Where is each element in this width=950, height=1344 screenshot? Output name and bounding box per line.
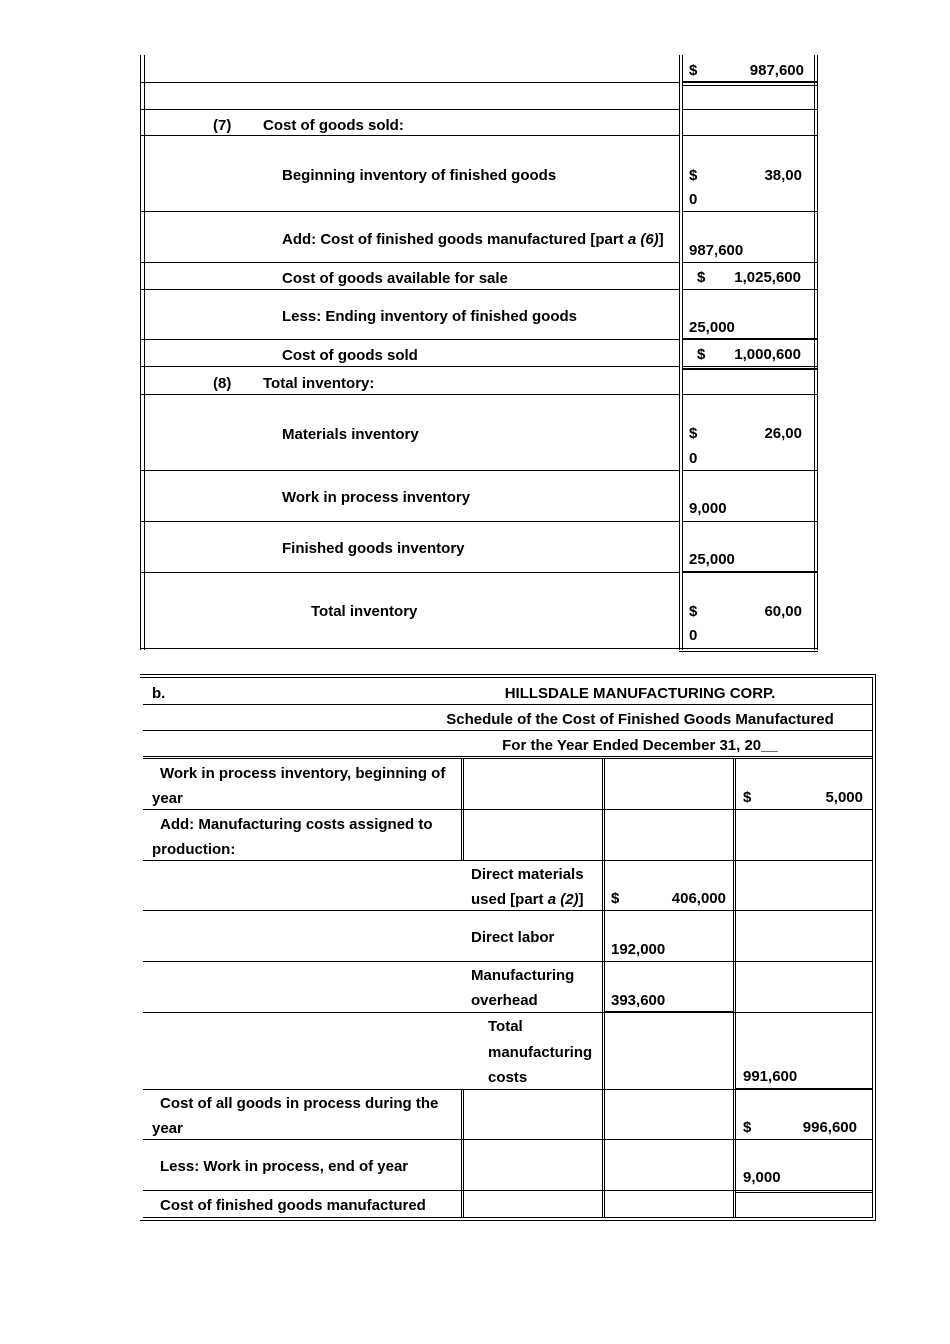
total-inventory-dollar: $ bbox=[689, 603, 698, 620]
total-mfg-label: Total bbox=[488, 1018, 523, 1035]
wip-inventory-label: Work in process inventory bbox=[282, 489, 471, 506]
finished-mfg-label: Cost of finished goods manufactured bbox=[160, 1197, 426, 1214]
materials-inventory-label: Materials inventory bbox=[282, 426, 419, 443]
finished-inventory-amount: 25,000 bbox=[689, 551, 735, 568]
beginning-inventory-amount-wrap: 0 bbox=[689, 191, 698, 208]
goods-available-dollar: $ bbox=[697, 269, 706, 286]
schedule-title: Schedule of the Cost of Finished Goods Manufactured bbox=[446, 711, 834, 728]
beginning-inventory-dollar: $ bbox=[689, 167, 698, 184]
direct-materials-dollar: $ bbox=[611, 890, 620, 907]
materials-inventory-amount: 26,00 bbox=[764, 425, 802, 442]
cogs-title: Cost of goods sold: bbox=[263, 117, 404, 134]
company-name: HILLSDALE MANUFACTURING CORP. bbox=[504, 685, 776, 702]
total-mfg-label-line-3: costs bbox=[488, 1069, 528, 1086]
direct-labor-amount: 192,000 bbox=[611, 941, 666, 958]
all-goods-label-wrap: year bbox=[152, 1120, 183, 1137]
wip-end-amount: 9,000 bbox=[743, 1169, 781, 1186]
cogs-total-label: Cost of goods sold bbox=[282, 347, 418, 364]
cogs-total-amount: 1,000,600 bbox=[734, 346, 801, 363]
part-b-label: b. bbox=[152, 685, 166, 702]
beginning-inventory-amount: 38,00 bbox=[764, 167, 802, 184]
ending-inventory-amount: 25,000 bbox=[689, 319, 735, 336]
total-inventory-amount-wrap: 0 bbox=[689, 627, 698, 644]
wip-begin-amount: 5,000 bbox=[825, 789, 863, 806]
cogs-number: (7) bbox=[213, 117, 232, 134]
materials-inventory-amount-wrap: 0 bbox=[689, 450, 698, 467]
wip-begin-label: Work in process inventory, beginning of bbox=[160, 765, 446, 782]
materials-inventory-dollar: $ bbox=[689, 425, 698, 442]
add-costs-label-wrap: production: bbox=[152, 841, 236, 858]
beginning-inventory-label: Beginning inventory of finished goods bbox=[282, 167, 557, 184]
finished-inventory-label: Finished goods inventory bbox=[282, 540, 465, 557]
direct-materials-amount: 406,000 bbox=[671, 890, 726, 907]
total-inventory-amount: 60,00 bbox=[764, 603, 802, 620]
add-manufactured-label: Add: Cost of finished goods manufactured [part a (6)] bbox=[282, 231, 664, 248]
all-goods-label: Cost of all goods in process during the bbox=[160, 1095, 439, 1112]
all-goods-amount: 996,600 bbox=[802, 1119, 857, 1136]
goods-available-amount: 1,025,600 bbox=[734, 269, 801, 286]
cogs-total-dollar: $ bbox=[697, 346, 706, 363]
add-costs-label: Add: Manufacturing costs assigned to bbox=[160, 816, 433, 833]
total-mfg-label-line-2: manufacturing bbox=[488, 1044, 593, 1061]
top-amount: 987,600 bbox=[749, 62, 804, 79]
ending-inventory-label: Less: Ending inventory of finished goods bbox=[282, 308, 578, 325]
direct-labor-label: Direct labor bbox=[471, 929, 555, 946]
top-dollar-sign: $ bbox=[689, 62, 698, 79]
schedule-period: For the Year Ended December 31, 20__ bbox=[502, 737, 778, 754]
overhead-amount: 393,600 bbox=[611, 992, 666, 1009]
total-inventory-label: Total inventory bbox=[311, 603, 418, 620]
direct-materials-label: Direct materials bbox=[471, 866, 584, 883]
inventory-number: (8) bbox=[213, 375, 232, 392]
all-goods-dollar: $ bbox=[743, 1119, 752, 1136]
inventory-title: Total inventory: bbox=[263, 375, 375, 392]
add-manufactured-amount: 987,600 bbox=[689, 242, 744, 259]
wip-begin-label-wrap: year bbox=[152, 790, 183, 807]
goods-available-label: Cost of goods available for sale bbox=[282, 270, 508, 287]
overhead-label-wrap: overhead bbox=[471, 992, 538, 1009]
total-mfg-amount: 991,600 bbox=[743, 1068, 798, 1085]
wip-end-label: Less: Work in process, end of year bbox=[160, 1158, 409, 1175]
wip-inventory-amount: 9,000 bbox=[689, 500, 727, 517]
overhead-label: Manufacturing bbox=[471, 967, 575, 984]
direct-materials-label-wrap: used [part a (2)] bbox=[471, 891, 584, 908]
wip-begin-dollar: $ bbox=[743, 789, 752, 806]
